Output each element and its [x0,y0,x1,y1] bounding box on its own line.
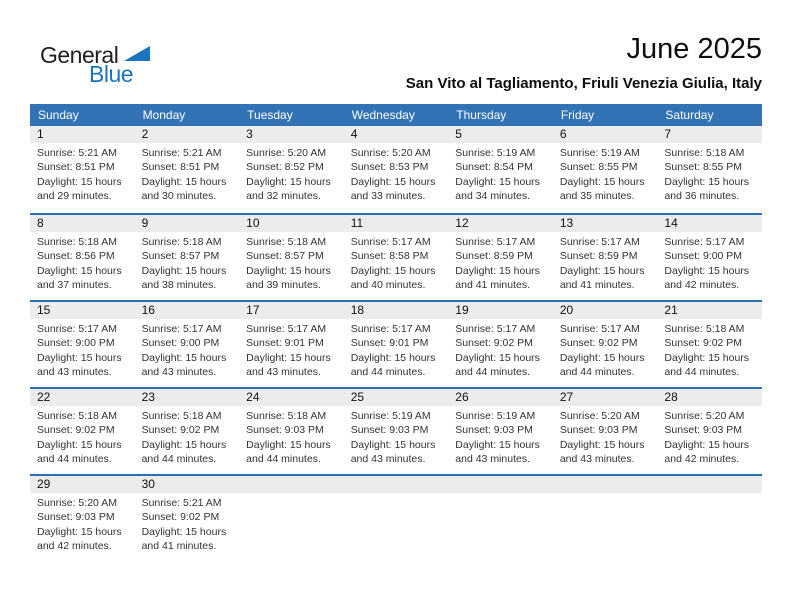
day-details [657,319,762,380]
weekday-header-saturday: Saturday [665,108,714,122]
empty-day-cell [657,476,762,561]
day-detail-line: Daylight: 15 hours [37,351,122,364]
day-detail-line: and 29 minutes. [37,190,112,203]
day-detail-line: and 44 minutes. [455,366,530,379]
day-cell [135,126,240,213]
day-detail-line: Sunrise: 5:21 AM [141,497,222,509]
day-detail-line: and 42 minutes. [37,540,112,553]
day-detail-line: Daylight: 15 hours [559,175,645,188]
day-number: 23 [135,389,240,406]
day-cell [657,389,762,474]
day-detail-line: Daylight: 15 hours [559,438,645,451]
day-cell [135,389,240,474]
day-cell [135,215,240,300]
day-detail-line: Daylight: 15 hours [141,264,227,277]
day-detail-line: Daylight: 15 hours [246,175,331,188]
day-detail-line: Sunset: 9:02 PM [141,424,220,437]
day-cell [344,302,449,387]
day-cell [30,215,135,300]
day-detail-line: Daylight: 15 hours [664,264,750,277]
day-number: 28 [657,389,762,406]
day-detail-line: and 30 minutes. [141,190,217,203]
weekday-header-thursday: Thursday [456,108,507,122]
day-detail-line: Sunrise: 5:18 AM [246,236,327,248]
day-cell [553,215,658,300]
day-cell [657,302,762,387]
day-detail-line: Sunset: 8:51 PM [141,161,220,174]
day-detail-line: Sunrise: 5:17 AM [350,323,431,335]
day-detail-line: Daylight: 15 hours [559,351,645,364]
day-details [553,406,658,467]
day-cell [448,389,553,474]
day-cell [30,126,135,213]
day-detail-line: Sunset: 8:57 PM [246,250,324,263]
week-row [30,213,762,300]
day-number [239,476,344,493]
day-number: 27 [553,389,658,406]
day-detail-line: Sunrise: 5:17 AM [559,236,640,248]
day-cell [135,476,240,561]
day-number: 16 [135,302,240,319]
day-detail-line: Daylight: 15 hours [455,264,540,277]
day-detail-line: Daylight: 15 hours [141,525,227,538]
day-detail-line: and 43 minutes. [37,366,112,379]
day-number: 15 [30,302,135,319]
day-detail-line: Sunrise: 5:17 AM [455,236,536,248]
day-detail-line: Sunrise: 5:21 AM [141,147,222,159]
day-detail-line: Sunrise: 5:18 AM [664,147,745,159]
day-detail-line: Sunrise: 5:20 AM [559,410,640,422]
day-detail-line: Daylight: 15 hours [350,351,436,364]
day-detail-line: and 33 minutes. [350,190,426,203]
day-detail-line: Sunset: 9:03 PM [246,424,324,437]
day-detail-line: Sunset: 8:56 PM [37,250,115,263]
day-detail-line: Sunset: 8:57 PM [141,250,220,263]
day-detail-line: Daylight: 15 hours [246,264,331,277]
day-detail-line: Sunset: 9:02 PM [559,337,638,350]
day-detail-line: Sunrise: 5:20 AM [350,147,431,159]
day-number [553,476,658,493]
day-detail-line: Daylight: 15 hours [455,175,540,188]
day-number: 13 [553,215,658,232]
day-cell [239,389,344,474]
day-number: 24 [239,389,344,406]
day-detail-line: Sunrise: 5:18 AM [37,236,117,248]
day-detail-line: Sunset: 8:55 PM [559,161,638,174]
logo-triangle-icon [124,46,150,61]
day-cell [553,126,658,213]
day-number: 25 [344,389,449,406]
day-details [135,143,240,204]
day-details [239,406,344,467]
day-number: 21 [657,302,762,319]
day-cell [448,126,553,213]
day-detail-line: and 43 minutes. [559,453,635,466]
day-detail-line: Sunset: 9:03 PM [559,424,638,437]
general-blue-logo [40,42,180,90]
day-cell [135,302,240,387]
day-details [239,232,344,293]
day-detail-line: and 42 minutes. [664,279,740,292]
day-details [344,143,449,204]
day-cell [448,302,553,387]
day-details [448,143,553,204]
logo-text-general: General [40,42,119,68]
day-cell [239,302,344,387]
empty-day-cell [344,476,449,561]
day-number [448,476,553,493]
day-number: 6 [553,126,658,143]
day-detail-line: Sunset: 9:03 PM [664,424,743,437]
calendar-table [30,104,762,561]
day-cell [344,126,449,213]
day-detail-line: Sunrise: 5:18 AM [664,323,745,335]
day-number: 10 [239,215,344,232]
day-detail-line: Sunset: 9:01 PM [350,337,429,350]
day-details [30,143,135,204]
day-detail-line: Sunrise: 5:19 AM [455,147,536,159]
day-number: 8 [30,215,135,232]
day-detail-line: Daylight: 15 hours [664,351,750,364]
empty-day-cell [448,476,553,561]
day-number: 3 [239,126,344,143]
day-number: 7 [657,126,762,143]
day-cell [30,476,135,561]
day-number: 2 [135,126,240,143]
day-detail-line: Sunrise: 5:18 AM [141,410,222,422]
day-detail-line: Daylight: 15 hours [37,438,122,451]
week-row [30,126,762,213]
day-cell [657,215,762,300]
day-number: 12 [448,215,553,232]
day-detail-line: Sunset: 9:03 PM [455,424,533,437]
day-detail-line: and 37 minutes. [37,279,112,292]
day-detail-line: Sunset: 8:58 PM [350,250,429,263]
day-details [30,319,135,380]
day-detail-line: Sunset: 9:02 PM [141,511,220,524]
day-detail-line: and 44 minutes. [141,453,217,466]
day-cell [344,215,449,300]
day-detail-line: Sunset: 9:00 PM [37,337,115,350]
day-details [448,232,553,293]
day-details [553,493,658,496]
day-details [657,232,762,293]
day-detail-line: Sunset: 9:03 PM [350,424,429,437]
day-detail-line: Daylight: 15 hours [455,351,540,364]
day-detail-line: and 44 minutes. [37,453,112,466]
day-detail-line: Sunset: 8:59 PM [559,250,638,263]
weekday-header-row [30,104,762,126]
day-number [657,476,762,493]
day-detail-line: and 32 minutes. [246,190,321,203]
day-detail-line: Daylight: 15 hours [37,175,122,188]
day-details [344,319,449,380]
day-number: 11 [344,215,449,232]
day-detail-line: and 43 minutes. [350,453,426,466]
day-detail-line: Sunset: 8:51 PM [37,161,115,174]
day-details [344,493,449,496]
day-details [30,406,135,467]
day-detail-line: Sunrise: 5:18 AM [37,410,117,422]
week-row [30,387,762,474]
day-cell [448,215,553,300]
day-detail-line: Sunrise: 5:17 AM [141,323,222,335]
day-detail-line: and 34 minutes. [455,190,530,203]
day-details [135,493,240,554]
day-detail-line: and 41 minutes. [455,279,530,292]
day-detail-line: Sunrise: 5:17 AM [37,323,117,335]
day-detail-line: and 44 minutes. [350,366,426,379]
empty-day-cell [239,476,344,561]
weekday-header-monday: Monday [142,108,186,122]
day-cell [657,126,762,213]
day-number: 4 [344,126,449,143]
day-details [239,319,344,380]
day-details [657,406,762,467]
day-number: 22 [30,389,135,406]
day-detail-line: and 43 minutes. [455,453,530,466]
day-detail-line: Sunrise: 5:19 AM [455,410,536,422]
day-details [30,232,135,293]
day-details [657,493,762,496]
day-detail-line: Sunrise: 5:18 AM [246,410,327,422]
day-details [239,493,344,496]
day-detail-line: Sunset: 8:55 PM [664,161,743,174]
day-detail-line: Daylight: 15 hours [350,175,436,188]
logo-text-blue: Blue [89,61,134,87]
day-detail-line: Sunrise: 5:17 AM [350,236,431,248]
day-number [344,476,449,493]
day-cell [30,389,135,474]
weekday-header-tuesday: Tuesday [247,108,293,122]
day-details [135,319,240,380]
day-details [657,143,762,204]
day-detail-line: Sunrise: 5:17 AM [664,236,745,248]
weekday-header-friday: Friday [560,108,595,122]
day-detail-line: Sunrise: 5:20 AM [37,497,117,509]
day-detail-line: and 35 minutes. [559,190,635,203]
day-detail-line: Sunset: 8:52 PM [246,161,324,174]
day-detail-line: Daylight: 15 hours [141,351,227,364]
week-row [30,300,762,387]
day-detail-line: and 40 minutes. [350,279,426,292]
day-cell [553,302,658,387]
day-detail-line: Sunrise: 5:21 AM [37,147,117,159]
day-number: 14 [657,215,762,232]
day-detail-line: Daylight: 15 hours [37,264,122,277]
day-detail-line: Daylight: 15 hours [350,264,436,277]
calendar-grid [30,126,762,561]
day-detail-line: Sunset: 8:53 PM [350,161,429,174]
day-cell [30,302,135,387]
day-detail-line: Sunset: 9:02 PM [664,337,743,350]
day-detail-line: Sunset: 9:03 PM [37,511,115,524]
day-cell [239,215,344,300]
day-detail-line: Sunset: 9:00 PM [664,250,743,263]
day-detail-line: and 44 minutes. [246,453,321,466]
day-details [553,319,658,380]
day-number: 9 [135,215,240,232]
weekday-header-wednesday: Wednesday [351,108,415,122]
day-detail-line: Sunset: 9:02 PM [455,337,533,350]
day-detail-line: Sunset: 8:59 PM [455,250,533,263]
day-detail-line: and 39 minutes. [246,279,321,292]
day-detail-line: Sunrise: 5:20 AM [664,410,745,422]
day-number: 20 [553,302,658,319]
empty-day-cell [553,476,658,561]
day-details [239,143,344,204]
day-detail-line: and 44 minutes. [559,366,635,379]
day-detail-line: Sunrise: 5:17 AM [455,323,536,335]
day-details [553,143,658,204]
day-detail-line: and 36 minutes. [664,190,740,203]
day-detail-line: Daylight: 15 hours [664,438,750,451]
day-details [344,406,449,467]
day-detail-line: Daylight: 15 hours [664,175,750,188]
day-details [30,493,135,554]
day-details [135,232,240,293]
day-detail-line: and 44 minutes. [664,366,740,379]
day-detail-line: Sunset: 8:54 PM [455,161,533,174]
month-title: June 2025 [626,33,762,65]
day-detail-line: and 42 minutes. [664,453,740,466]
day-cell [239,126,344,213]
day-number: 26 [448,389,553,406]
day-detail-line: Daylight: 15 hours [246,438,331,451]
weekday-header-sunday: Sunday [38,108,79,122]
day-detail-line: and 38 minutes. [141,279,217,292]
day-details [448,406,553,467]
day-detail-line: and 43 minutes. [141,366,217,379]
day-details [135,406,240,467]
day-detail-line: Sunrise: 5:18 AM [141,236,222,248]
day-detail-line: Sunset: 9:01 PM [246,337,324,350]
day-number: 17 [239,302,344,319]
day-detail-line: Sunrise: 5:20 AM [246,147,327,159]
day-detail-line: Sunrise: 5:17 AM [246,323,327,335]
location-subtitle: San Vito al Tagliamento, Friuli Venezia Giulia, Italy [405,75,762,92]
day-number: 29 [30,476,135,493]
day-detail-line: Sunrise: 5:17 AM [559,323,640,335]
day-details [448,493,553,496]
day-number: 1 [30,126,135,143]
day-cell [344,389,449,474]
day-number: 30 [135,476,240,493]
day-detail-line: Daylight: 15 hours [350,438,436,451]
week-row [30,474,762,561]
day-details [344,232,449,293]
day-detail-line: Daylight: 15 hours [37,525,122,538]
day-detail-line: and 43 minutes. [246,366,321,379]
day-detail-line: Sunrise: 5:19 AM [350,410,431,422]
day-detail-line: Daylight: 15 hours [141,438,227,451]
day-number: 18 [344,302,449,319]
day-detail-line: Daylight: 15 hours [246,351,331,364]
day-detail-line: Daylight: 15 hours [559,264,645,277]
day-detail-line: and 41 minutes. [559,279,635,292]
day-detail-line: Daylight: 15 hours [141,175,227,188]
day-detail-line: Sunset: 9:02 PM [37,424,115,437]
day-details [448,319,553,380]
day-detail-line: and 41 minutes. [141,540,217,553]
day-number: 19 [448,302,553,319]
day-details [553,232,658,293]
day-number: 5 [448,126,553,143]
day-detail-line: Sunrise: 5:19 AM [559,147,640,159]
day-detail-line: Sunset: 9:00 PM [141,337,220,350]
day-detail-line: Daylight: 15 hours [455,438,540,451]
day-cell [553,389,658,474]
